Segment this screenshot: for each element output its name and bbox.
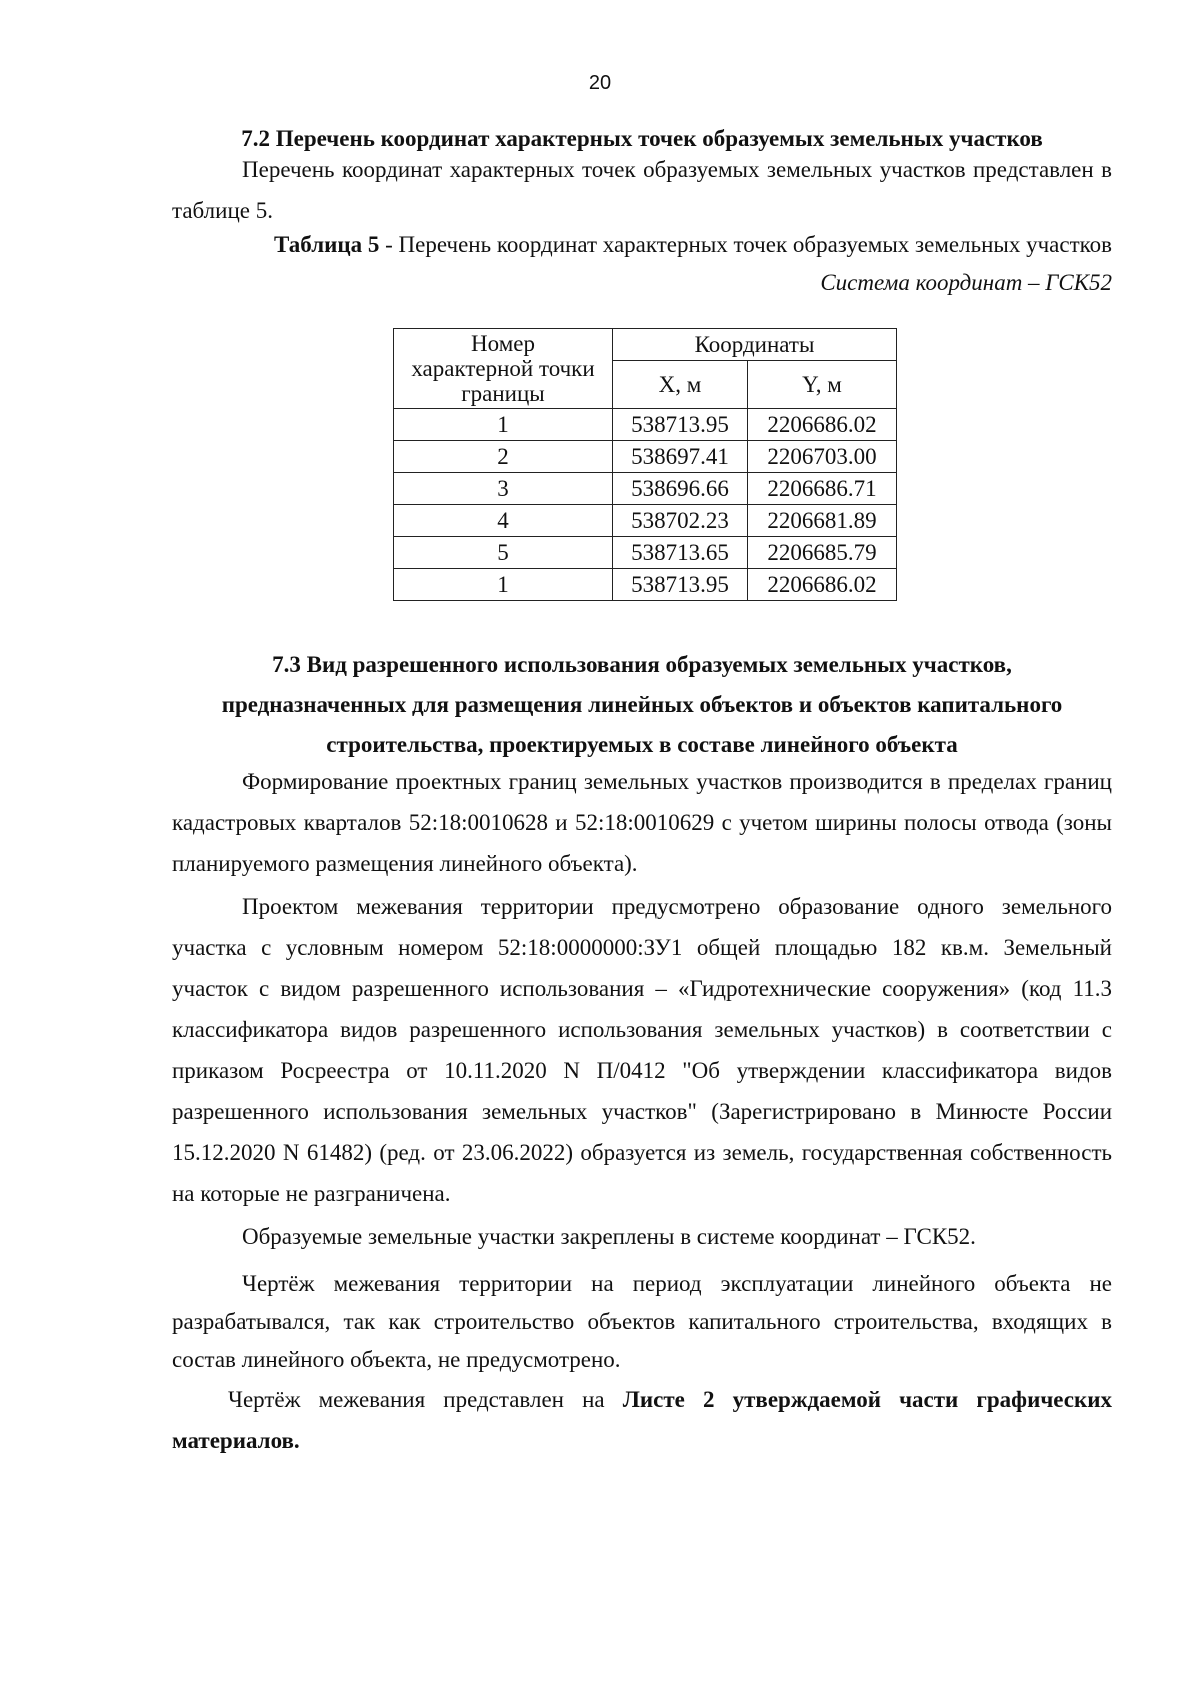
header-y: Y, м — [748, 361, 897, 409]
cell-point: 1 — [394, 569, 613, 601]
paragraph-5-text: Чертёж межевания представлен на — [228, 1387, 623, 1412]
header-point-line: Номер — [471, 331, 535, 356]
cell-point: 2 — [394, 441, 613, 473]
cell-y: 2206686.71 — [748, 473, 897, 505]
cell-y: 2206686.02 — [748, 409, 897, 441]
table-row — [394, 537, 897, 569]
table-row — [394, 473, 897, 505]
table-caption — [172, 226, 1112, 264]
table-header-row — [394, 329, 897, 361]
header-point-number — [394, 329, 613, 409]
cell-y: 2206685.79 — [748, 537, 897, 569]
section-7-3-paragraph-2: Проектом межевания территории предусмотрено образование одного земельного участка с условным номером 52:18:0000000:ЗУ1 общей площадью 182 кв.м. Земельный участок с видом разрешенного использования – «Гидротехнические сооружения» (код 11.3 классификатора видов разрешенного использования земельных участков) в соответствии с приказом Росреестра от 10.11.2020 N П/0412 "Об утверждении классификатора видов разрешенного использования земельных участков" (Зарегистрировано в Минюсте России 15.12.2020 N 61482) (ред. от 23.06.2022) образуется из земель, государственная собственность на которые не разграничена. — [172, 894, 1112, 1206]
cell-y: 2206703.00 — [748, 441, 897, 473]
section-7-3-heading-line-3: строительства, проектируемых в составе линейного объекта — [326, 732, 958, 757]
table-row — [394, 441, 897, 473]
cell-point: 4 — [394, 505, 613, 537]
section-7-3-heading-line-2: предназначенных для размещения линейных объектов и объектов капитального — [221, 692, 1063, 717]
header-coordinates: Координаты — [613, 329, 897, 361]
cell-point: 1 — [394, 409, 613, 441]
section-7-3-paragraph-4: Чертёж межевания территории на период эксплуатации линейного объекта не разрабатывался, так как строительство объектов капитального строительства, входящих в состав линейного объекта, не предусмотрено. — [172, 1271, 1112, 1372]
table-caption-text: - Перечень координат характерных точек образуемых земельных участков — [379, 232, 1112, 257]
section-7-3-paragraph-3: Образуемые земельные участки закреплены в системе координат – ГСК52. — [242, 1224, 976, 1249]
section-7-3-paragraph-1: Формирование проектных границ земельных участков производится в пределах границ кадастровых кварталов 52:18:0010628 и 52:18:0010629 с учетом ширины полосы отвода (зоны планируемого размещения линейного объекта). — [172, 769, 1112, 876]
cell-y: 2206686.02 — [748, 569, 897, 601]
cell-x: 538713.95 — [613, 409, 748, 441]
table-caption-label: Таблица 5 — [274, 232, 380, 257]
cell-y: 2206681.89 — [748, 505, 897, 537]
table-row — [394, 569, 897, 601]
header-point-line: характерной точки — [411, 356, 595, 381]
cell-point: 5 — [394, 537, 613, 569]
page-number: 20 — [588, 72, 612, 94]
section-7-3-paragraph-5 — [172, 1379, 1112, 1461]
cell-x: 538713.95 — [613, 569, 748, 601]
cell-x: 538696.66 — [613, 473, 748, 505]
paragraph-5-bold-reference: Листе 2 утверждаемой части графических материалов. — [172, 1387, 1112, 1453]
header-point-line: границы — [461, 381, 545, 406]
cell-x: 538697.41 — [613, 441, 748, 473]
section-7-3-heading-line-1: 7.3 Вид разрешенного использования образуемых земельных участков, — [272, 652, 1012, 677]
table-row — [394, 409, 897, 441]
coordinates-table — [393, 328, 897, 601]
coordinate-system-label: Система координат – ГСК52 — [820, 270, 1112, 295]
section-7-2-paragraph: Перечень координат характерных точек образуемых земельных участков представлен в таблице 5. — [172, 157, 1112, 223]
cell-x: 538713.65 — [613, 537, 748, 569]
section-7-2-heading: 7.2 Перечень координат характерных точек образуемых земельных участков — [241, 126, 1043, 151]
table-row — [394, 505, 897, 537]
header-x: X, м — [613, 361, 748, 409]
cell-point: 3 — [394, 473, 613, 505]
cell-x: 538702.23 — [613, 505, 748, 537]
